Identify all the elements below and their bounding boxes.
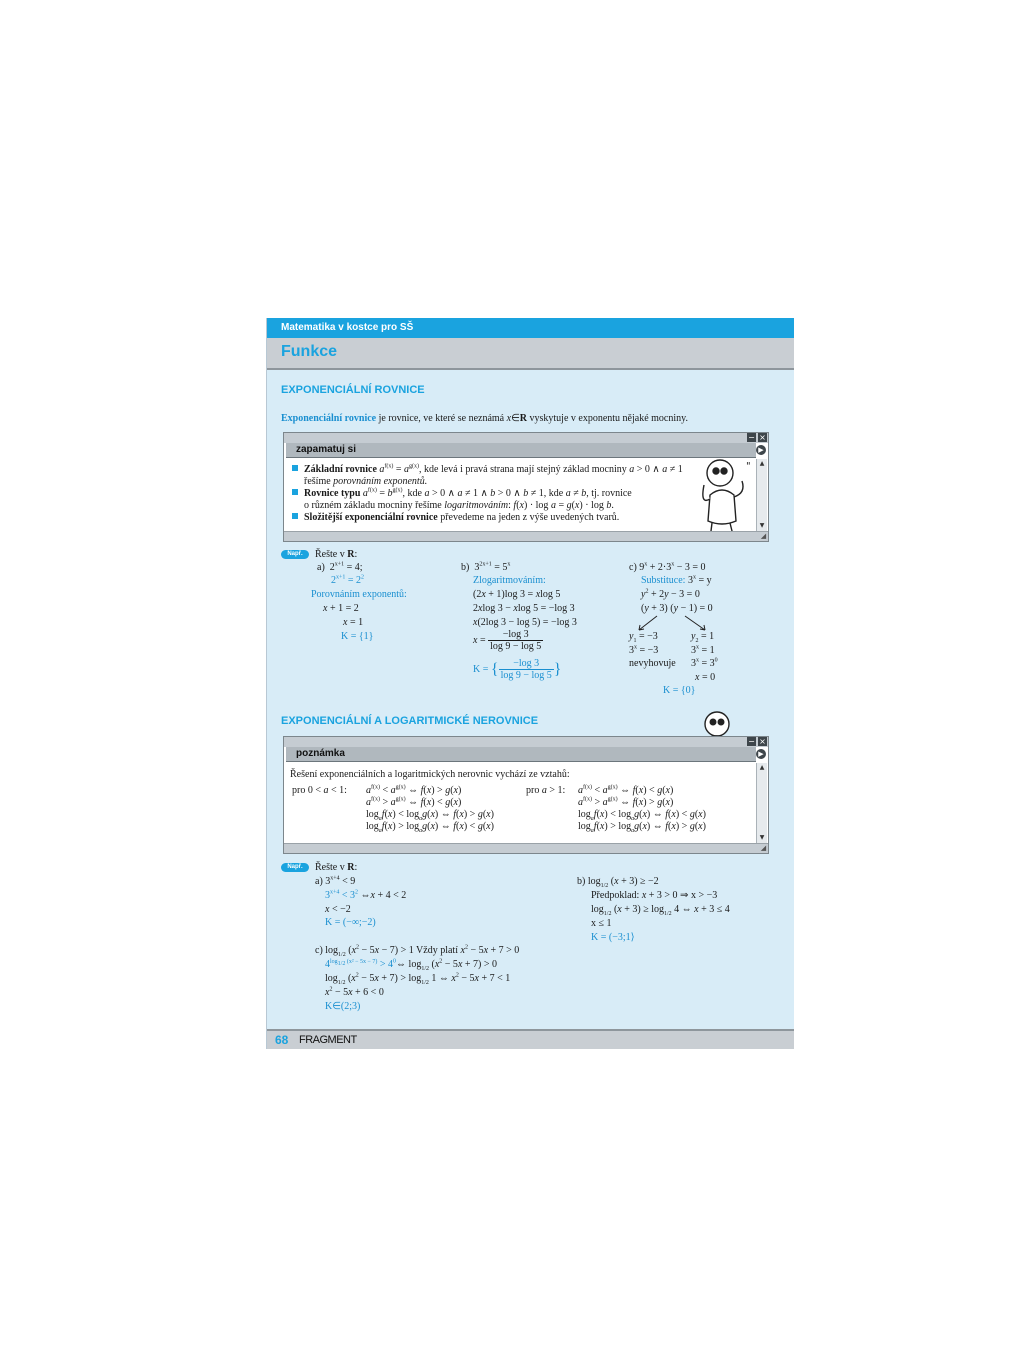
rule-equation-type-cont: o různém základu mocniny řešíme logaritmováním: f(x) · log a = g(x) · log b. [304,500,614,511]
bullet-icon [292,465,298,471]
book-title: Matematika v kostce pro SŠ [267,318,794,338]
page-number: 68 [275,1033,289,1047]
remember-tab [286,443,756,458]
scroll-down-icon[interactable]: ▼ [759,834,765,841]
chapter-title: Funkce [281,343,338,360]
rule-complex-equation: Složitější exponenciální rovnice převedeme na jeden z výše uvedených tvarů. [292,511,619,524]
note-right-label: pro a > 1: [526,785,566,796]
publisher-logo: FRAGMENT [299,1034,357,1046]
arrow-right-icon[interactable]: ▶ [756,445,766,455]
resize-grip-icon[interactable]: ◢ [760,844,767,852]
svg-text:": " [746,461,751,472]
arrow-right-icon[interactable]: ▶ [756,749,766,759]
example-task: Řešte v R: [315,862,358,873]
resize-grip-icon[interactable]: ◢ [760,532,767,540]
note-tab [286,747,756,762]
bullet-icon [292,489,298,495]
cartoon-figure [696,455,758,543]
scroll-up-icon[interactable]: ▲ [759,460,765,467]
scrollbar[interactable] [756,763,767,843]
minimize-icon[interactable]: − [748,433,755,442]
close-icon[interactable]: × [759,737,766,746]
section-heading-inequalities: EXPONENCIÁLNÍ A LOGARITMICKÉ NEROVNICE [281,715,539,727]
example-task: Řešte v R: [315,549,358,560]
chapter-bar [267,338,794,370]
rule-basic-equation: Základní rovnice $a^{f(x)} = a^{g(x)}$, kde levá i pravá strana mají stejný základ mocniny a > 0 ∧ a ≠ 1 [292,463,683,476]
example-badge: Např. [281,863,309,872]
page-footer [267,1029,794,1049]
note-left-label: pro 0 < a < 1: [292,785,347,796]
rule-basic-equation-cont: řešíme porovnáním exponentů. [304,476,428,487]
scroll-up-icon[interactable]: ▲ [759,764,765,771]
section-heading-equations: EXPONENCIÁLNÍ ROVNICE [281,384,425,396]
note-tab-label: poznámka [296,748,345,759]
textbook-page: Matematika v kostce pro SŠ Funkce EXPONENCIÁLNÍ ROVNICE Exponenciální rovnice je rovnice, ve které se neznámá x∈R vyskytuje v exponentu nějaké mocniny. − × zapamatuj si ▶ ▲ ▼ Základní rovnice $a^{f(x)} = a^{g(x)}$, kde levá i pravá strana mají stejný základ mocniny a > 0 ∧ a ≠ 1 řešíme porovnáním exponentů. Rovnice typu $a^{f(x)} = b^{g(x)}$, kde a > 0 ∧ a ≠ 1 ∧ b > 0 ∧ b ≠ 1, kde a ≠ b, tj. rovnice o různém základu mocniny řešíme logaritmováním: f(x) · log a = g(x) · log b. Složitější exponenciální rovnice převedeme na jeden z výše uvedených tvarů. " ◢ Např. Řešte v R: a) $2^{x+1} = 4$; $2^{x+1} = 2^2$ Porovnáním exponentů: x + 1 = 2 x = 1 K = {1} b) $3^{2x+1} = 5^x$ Zlogaritmováním: (2x + 1)log 3 = xlog 5 2xlog 3 − xlog 5 = −log 3 x(2log 3 − log 5) = −log 3 x = $\frac{-\log 3}{\log 9 - \log 5}$ K = { $\frac{-\log 3}{\log 9 - \log 5}$ } c) $9^x + 2\cdot 3^x - 3 = 0$ Substituce: $3^x = y$ $y^2 + 2y - 3 = 0$ (y + 3) (y − 1) = 0 $y_1 = -3$ $y_2 = 1$ $3^x = -3$ $3^x = 1$ nevyhovuje $3^x = 3^0$ x = 0 K = {0} EXPONENCIÁLNÍ A LOGARITMICKÉ NEROVNICE − × poznámka ▶ ▲ ▼ Řešení exponenciálních a logaritmických nerovnic vychází ze vztahů: pro 0 < a < 1: $a^{f(x)} < a^{g(x)}$ ⇔ f(x) > g(x) $a^{f(x)} > a^{g(x)}$ ⇔ f(x) < g(x) $\log_af(x) < \log_ag(x)$ ⇔ f(x) > g(x) $\log_af(x) > \log_ag(x)$ ⇔ f(x) < g(x) pro a > 1: $a^{f(x)} < a^{g(x)}$ ⇔ f(x) < g(x) $a^{f(x)} > a^{g(x)}$ ⇔ f(x) > g(x) $\log_af(x) < \log_ag(x)$ ⇔ f(x) < g(x) $\log_af(x) > \log_ag(x)$ ⇔ f(x) > g(x) ◢ Např. Řešte v R: a) $3^{x+4} < 9$ $3^{x+4} < 3^2$ ⇔x + 4 < 2 x < −2 K = (−∞;−2) b) $\log_{1/2} (x + 3) \ge -2$ Předpoklad: x + 3 > 0 ⇒ x > −3 $\log_{1/2} (x + 3) \ge \log_{1/2} 4$ ⇔ x + 3 ≤ 4 x ≤ 1 K = (−3;1⟩ c) $\log_{1/2} (x^2 - 5x - 7) > 1$ Vždy platí $x^2 - 5x + 7 > 0$ $4^{log_{1/2} (x^2 - 5x - 7)}$ > $4^0\Leftrightarrow$ $\log_{1/2} (x^2 - 5x + 7) > 0$ $\log_{1/2} (x^2 - 5x + 7) > \log_{1/2} 1$ ⇔ $x^2 - 5x + 7 < 1$ $x^2 - 5x + 6 < 0$ K∈(2;3) 68 FRAGMENT [266,318,794,1049]
minimize-icon[interactable]: − [748,737,755,746]
scroll-down-icon[interactable]: ▼ [759,522,765,529]
remember-tab-label: zapamatuj si [296,444,357,455]
note-box: − × poznámka ▶ ▲ ▼ Řešení exponenciálních a logaritmických nerovnic vychází ze vztahů: pro 0 < a < 1: $a^{f(x)} < a^{g(x)}$ ⇔ f(x) > g(x) $a^{f(x)} > a^{g(x)}$ ⇔ f(x) < g(x) $\log_af(x) < \log_ag(x)$ ⇔ f(x) > g(x) $\log_af(x) > \log_ag(x)$ ⇔ f(x) < g(x) pro a > 1: $a^{f(x)} < a^{g(x)}$ ⇔ f(x) < g(x) $a^{f(x)} > a^{g(x)}$ ⇔ f(x) > g(x) $\log_af(x) < \log_ag(x)$ ⇔ f(x) < g(x) $\log_af(x) > \log_ag(x)$ ⇔ f(x) > g(x) ◢ [283,736,769,854]
example-badge: Např. [281,550,309,559]
note-intro: Řešení exponenciálních a logaritmických nerovnic vychází ze vztahů: [290,769,570,780]
close-icon[interactable]: × [759,433,766,442]
remember-box [283,432,769,542]
bullet-icon [292,513,298,519]
intro-definition [281,412,688,425]
intro-rest: je rovnice, ve které se neznámá x∈R vyskytuje v exponentu nějaké mocniny. [376,413,688,424]
intro-term: Exponenciální rovnice [281,413,377,424]
rule-equation-type: Rovnice typu $a^{f(x)} = b^{g(x)}$, kde a > 0 ∧ a ≠ 1 ∧ b > 0 ∧ b ≠ 1, kde a ≠ b, tj. rovnice [292,487,632,500]
